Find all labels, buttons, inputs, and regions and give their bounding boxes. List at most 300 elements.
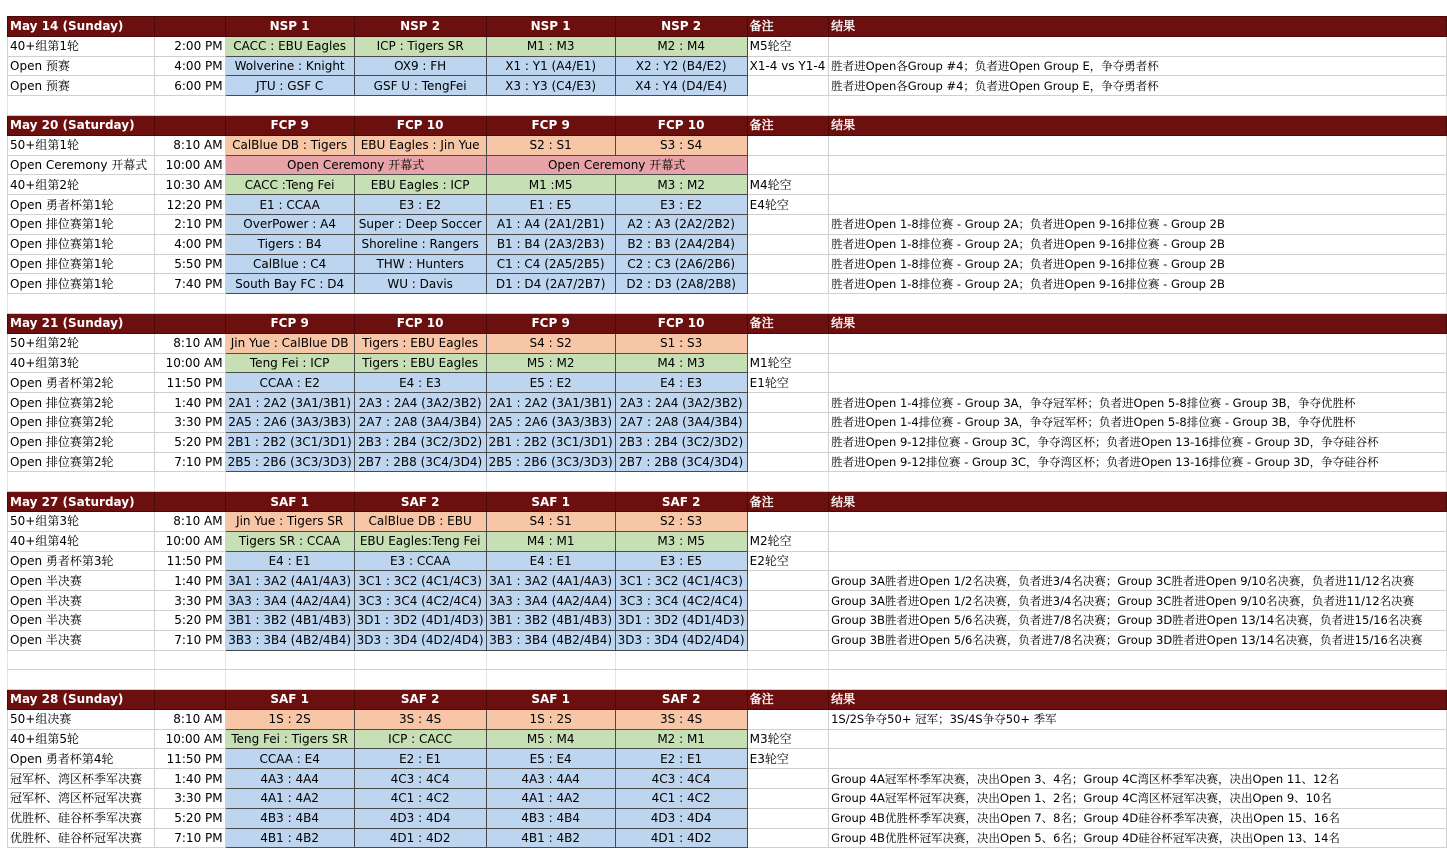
match-label[interactable]: 优胜杯、硅谷杯冠军决赛 <box>8 828 155 848</box>
match-cell[interactable]: 3S : 4S <box>615 709 747 729</box>
match-time[interactable]: 3:30 PM <box>154 591 225 611</box>
match-cell[interactable]: CCAA : E4 <box>225 749 354 769</box>
match-cell[interactable]: 4A1 : 4A2 <box>486 789 615 809</box>
match-cell[interactable]: 2A5 : 2A6 (3A3/3B3) <box>486 412 615 432</box>
note-cell[interactable] <box>747 135 828 155</box>
match-time[interactable]: 2:00 PM <box>154 36 225 56</box>
match-cell[interactable]: 3S : 4S <box>354 709 486 729</box>
note-cell[interactable] <box>747 789 828 809</box>
match-cell[interactable]: M1 : M3 <box>486 36 615 56</box>
day-date[interactable]: May 14 (Sunday) <box>8 17 155 37</box>
match-cell[interactable]: 3C3 : 3C4 (4C2/4C4) <box>354 591 486 611</box>
result-cell[interactable] <box>829 135 1447 155</box>
result-cell[interactable]: Group 3B胜者进Open 5/6名决赛，负者进7/8名决赛；Group 3D胜者进Open 13/14名决赛，负者进15/16名决赛 <box>829 610 1447 630</box>
result-cell[interactable] <box>829 729 1447 749</box>
match-time[interactable]: 7:10 PM <box>154 452 225 472</box>
field-header[interactable]: FCP 10 <box>354 115 486 135</box>
match-cell[interactable]: EBU Eagles : ICP <box>354 175 486 195</box>
blank-cell[interactable] <box>615 650 747 670</box>
match-cell[interactable]: E4 : E3 <box>615 373 747 393</box>
day-date[interactable]: May 20 (Saturday) <box>8 115 155 135</box>
blank-cell[interactable] <box>829 472 1447 492</box>
match-cell[interactable]: E2 : E1 <box>615 749 747 769</box>
match-time[interactable]: 5:20 PM <box>154 432 225 452</box>
match-label[interactable]: 40+组第3轮 <box>8 353 155 373</box>
match-cell[interactable]: 4D1 : 4D2 <box>615 828 747 848</box>
result-cell[interactable]: 胜者进Open 1-8排位赛 - Group 2A；负者进Open 9-16排位赛 - Group 2B <box>829 234 1447 254</box>
field-header[interactable]: SAF 1 <box>225 690 354 710</box>
match-cell[interactable]: E2 : E1 <box>354 749 486 769</box>
note-cell[interactable] <box>747 571 828 591</box>
match-time[interactable]: 11:50 PM <box>154 551 225 571</box>
note-cell[interactable] <box>747 76 828 96</box>
match-cell[interactable]: X4 : Y4 (D4/E4) <box>615 76 747 96</box>
note-header[interactable]: 备注 <box>747 313 828 333</box>
note-cell[interactable] <box>747 610 828 630</box>
header-empty-cell[interactable] <box>154 492 225 512</box>
blank-cell[interactable] <box>8 472 155 492</box>
result-cell[interactable]: Group 4B优胜杯季军决赛，决出Open 7、8名；Group 4D硅谷杯季军决赛，决出Open 15、16名 <box>829 808 1447 828</box>
note-cell[interactable] <box>747 828 828 848</box>
match-cell[interactable]: E1 : CCAA <box>225 195 354 215</box>
match-time[interactable]: 10:00 AM <box>154 155 225 175</box>
match-cell[interactable]: A2 : A3 (2A2/2B2) <box>615 214 747 234</box>
match-cell[interactable]: S1 : S3 <box>615 333 747 353</box>
result-cell[interactable]: 胜者进Open 1-4排位赛 - Group 3A，争夺冠军杯；负者进Open 5-8排位赛 - Group 3B，争夺优胜杯 <box>829 412 1447 432</box>
result-header[interactable]: 结果 <box>829 492 1447 512</box>
match-cell[interactable]: 3B1 : 3B2 (4B1/4B3) <box>225 610 354 630</box>
match-cell[interactable]: 3C1 : 3C2 (4C1/4C3) <box>354 571 486 591</box>
match-time[interactable]: 1:40 PM <box>154 571 225 591</box>
match-cell[interactable]: CACC :Teng Fei <box>225 175 354 195</box>
match-cell[interactable]: M2 : M4 <box>615 36 747 56</box>
field-header[interactable]: FCP 10 <box>615 115 747 135</box>
result-cell[interactable]: 1S/2S争夺50+ 冠军；3S/4S争夺50+ 季军 <box>829 709 1447 729</box>
result-cell[interactable] <box>829 353 1447 373</box>
field-header[interactable]: FCP 9 <box>486 115 615 135</box>
match-cell[interactable]: 2B7 : 2B8 (3C4/3D4) <box>354 452 486 472</box>
match-cell[interactable]: M4 : M1 <box>486 531 615 551</box>
match-cell[interactable]: South Bay FC : D4 <box>225 274 354 294</box>
match-cell[interactable]: JTU : GSF C <box>225 76 354 96</box>
field-header[interactable]: SAF 2 <box>615 492 747 512</box>
match-label[interactable]: Open 半决赛 <box>8 591 155 611</box>
result-cell[interactable]: 胜者进Open 9-12排位赛 - Group 3C，争夺湾区杯；负者进Open 13-16排位赛 - Group 3D，争夺硅谷杯 <box>829 432 1447 452</box>
note-header[interactable]: 备注 <box>747 17 828 37</box>
match-cell[interactable]: 2A1 : 2A2 (3A1/3B1) <box>486 393 615 413</box>
match-label[interactable]: 40+组第4轮 <box>8 531 155 551</box>
match-cell[interactable]: 4C1 : 4C2 <box>354 789 486 809</box>
match-time[interactable]: 10:00 AM <box>154 729 225 749</box>
blank-cell[interactable] <box>354 294 486 314</box>
match-cell[interactable]: 3A1 : 3A2 (4A1/4A3) <box>486 571 615 591</box>
note-cell[interactable]: M3轮空 <box>747 729 828 749</box>
match-cell[interactable]: Jin Yue : Tigers SR <box>225 511 354 531</box>
match-cell[interactable]: CalBlue DB : EBU <box>354 511 486 531</box>
field-header[interactable]: SAF 1 <box>486 492 615 512</box>
match-time[interactable]: 5:20 PM <box>154 808 225 828</box>
result-cell[interactable] <box>829 511 1447 531</box>
match-cell[interactable]: 4D3 : 4D4 <box>615 808 747 828</box>
field-header[interactable]: FCP 9 <box>225 115 354 135</box>
result-header[interactable]: 结果 <box>829 313 1447 333</box>
match-cell[interactable]: 3C1 : 3C2 (4C1/4C3) <box>615 571 747 591</box>
match-label[interactable]: Open 排位赛第2轮 <box>8 452 155 472</box>
match-label[interactable]: Open 排位赛第2轮 <box>8 432 155 452</box>
blank-cell[interactable] <box>225 96 354 116</box>
match-time[interactable]: 2:10 PM <box>154 214 225 234</box>
match-label[interactable]: Open 半决赛 <box>8 610 155 630</box>
match-time[interactable]: 7:10 PM <box>154 630 225 650</box>
match-cell[interactable]: 2B3 : 2B4 (3C2/3D2) <box>615 432 747 452</box>
match-cell[interactable]: A1 : A4 (2A1/2B1) <box>486 214 615 234</box>
result-cell[interactable]: 胜者进Open 1-4排位赛 - Group 3A，争夺冠军杯；负者进Open 5-8排位赛 - Group 3B，争夺优胜杯 <box>829 393 1447 413</box>
match-cell[interactable]: 4C3 : 4C4 <box>354 769 486 789</box>
match-cell[interactable]: 4B1 : 4B2 <box>486 828 615 848</box>
blank-cell[interactable] <box>829 670 1447 690</box>
result-cell[interactable]: 胜者进Open各Group #4；负者进Open Group E，争夺勇者杯 <box>829 76 1447 96</box>
match-cell[interactable]: 4B1 : 4B2 <box>225 828 354 848</box>
note-cell[interactable]: E2轮空 <box>747 551 828 571</box>
match-cell[interactable]: Teng Fei : ICP <box>225 353 354 373</box>
blank-cell[interactable] <box>154 650 225 670</box>
note-cell[interactable]: M4轮空 <box>747 175 828 195</box>
match-cell[interactable]: 3C3 : 3C4 (4C2/4C4) <box>615 591 747 611</box>
match-cell[interactable]: 2B5 : 2B6 (3C3/3D3) <box>225 452 354 472</box>
field-header[interactable]: NSP 1 <box>486 17 615 37</box>
match-time[interactable]: 10:00 AM <box>154 531 225 551</box>
match-time[interactable]: 8:10 AM <box>154 709 225 729</box>
match-cell[interactable]: Jin Yue : CalBlue DB <box>225 333 354 353</box>
match-time[interactable]: 11:50 PM <box>154 749 225 769</box>
match-cell[interactable]: 2B5 : 2B6 (3C3/3D3) <box>486 452 615 472</box>
match-cell[interactable]: 4C3 : 4C4 <box>615 769 747 789</box>
note-cell[interactable]: E3轮空 <box>747 749 828 769</box>
match-label[interactable]: 40+组第2轮 <box>8 175 155 195</box>
match-cell[interactable]: E1 : E5 <box>486 195 615 215</box>
note-header[interactable]: 备注 <box>747 492 828 512</box>
field-header[interactable]: NSP 2 <box>354 17 486 37</box>
note-cell[interactable] <box>747 333 828 353</box>
result-cell[interactable]: 胜者进Open 1-8排位赛 - Group 2A；负者进Open 9-16排位赛 - Group 2B <box>829 214 1447 234</box>
day-date[interactable]: May 21 (Sunday) <box>8 313 155 333</box>
blank-cell[interactable] <box>747 670 828 690</box>
result-cell[interactable]: 胜者进Open各Group #4；负者进Open Group E，争夺勇者杯 <box>829 56 1447 76</box>
match-cell[interactable]: 3D3 : 3D4 (4D2/4D4) <box>354 630 486 650</box>
match-cell[interactable]: CACC : EBU Eagles <box>225 36 354 56</box>
match-label[interactable]: Open 勇者杯第3轮 <box>8 551 155 571</box>
match-label[interactable]: 冠军杯、湾区杯季军决赛 <box>8 769 155 789</box>
match-cell[interactable]: 2B3 : 2B4 (3C2/3D2) <box>354 432 486 452</box>
note-cell[interactable] <box>747 511 828 531</box>
header-empty-cell[interactable] <box>154 690 225 710</box>
note-cell[interactable] <box>747 254 828 274</box>
match-cell[interactable]: B2 : B3 (2A4/2B4) <box>615 234 747 254</box>
match-cell[interactable]: M2 : M1 <box>615 729 747 749</box>
match-cell[interactable]: WU : Davis <box>354 274 486 294</box>
match-time[interactable]: 11:50 PM <box>154 373 225 393</box>
match-cell[interactable]: M1 :M5 <box>486 175 615 195</box>
field-header[interactable]: FCP 9 <box>486 313 615 333</box>
match-time[interactable]: 5:50 PM <box>154 254 225 274</box>
result-cell[interactable] <box>829 551 1447 571</box>
match-cell[interactable]: 3D1 : 3D2 (4D1/4D3) <box>615 610 747 630</box>
match-time[interactable]: 7:10 PM <box>154 828 225 848</box>
blank-cell[interactable] <box>747 472 828 492</box>
match-cell[interactable]: 3D1 : 3D2 (4D1/4D3) <box>354 610 486 630</box>
match-cell[interactable]: 2A7 : 2A8 (3A4/3B4) <box>354 412 486 432</box>
result-header[interactable]: 结果 <box>829 690 1447 710</box>
note-cell[interactable] <box>747 274 828 294</box>
match-cell[interactable]: 3A1 : 3A2 (4A1/4A3) <box>225 571 354 591</box>
blank-cell[interactable] <box>829 650 1447 670</box>
field-header[interactable]: FCP 10 <box>615 313 747 333</box>
match-label[interactable]: Open 排位赛第1轮 <box>8 234 155 254</box>
note-cell[interactable] <box>747 808 828 828</box>
match-cell[interactable]: ICP : CACC <box>354 729 486 749</box>
match-cell[interactable]: C1 : C4 (2A5/2B5) <box>486 254 615 274</box>
match-label[interactable]: Open 半决赛 <box>8 630 155 650</box>
field-header[interactable]: NSP 2 <box>615 17 747 37</box>
match-cell[interactable]: GSF U : TengFei <box>354 76 486 96</box>
header-empty-cell[interactable] <box>154 115 225 135</box>
match-cell[interactable]: M3 : M5 <box>615 531 747 551</box>
result-cell[interactable]: 胜者进Open 9-12排位赛 - Group 3C，争夺湾区杯；负者进Open 13-16排位赛 - Group 3D，争夺硅谷杯 <box>829 452 1447 472</box>
result-cell[interactable]: Group 3A胜者进Open 1/2名决赛，负者进3/4名决赛；Group 3C胜者进Open 9/10名决赛，负者进11/12名决赛 <box>829 591 1447 611</box>
match-time[interactable]: 1:40 PM <box>154 769 225 789</box>
match-cell[interactable]: Teng Fei : Tigers SR <box>225 729 354 749</box>
match-cell[interactable]: 2A3 : 2A4 (3A2/3B2) <box>615 393 747 413</box>
match-cell[interactable]: Tigers : B4 <box>225 234 354 254</box>
match-cell[interactable]: Tigers SR : CCAA <box>225 531 354 551</box>
match-cell[interactable]: 2A1 : 2A2 (3A1/3B1) <box>225 393 354 413</box>
match-cell[interactable]: OverPower : A4 <box>225 214 354 234</box>
match-cell[interactable]: B1 : B4 (2A3/2B3) <box>486 234 615 254</box>
match-cell[interactable]: S2 : S1 <box>486 135 615 155</box>
match-cell[interactable]: 4A3 : 4A4 <box>225 769 354 789</box>
match-time[interactable]: 12:20 PM <box>154 195 225 215</box>
match-cell[interactable]: 4D1 : 4D2 <box>354 828 486 848</box>
match-cell[interactable]: X2 : Y2 (B4/E2) <box>615 56 747 76</box>
match-cell[interactable]: 3A3 : 3A4 (4A2/4A4) <box>225 591 354 611</box>
match-label[interactable]: Open 排位赛第1轮 <box>8 274 155 294</box>
note-cell[interactable] <box>747 155 828 175</box>
match-label[interactable]: Open Ceremony 开幕式 <box>8 155 155 175</box>
match-cell[interactable]: ICP : Tigers SR <box>354 36 486 56</box>
note-cell[interactable] <box>747 393 828 413</box>
blank-cell[interactable] <box>354 472 486 492</box>
match-cell[interactable]: 2B1 : 2B2 (3C1/3D1) <box>486 432 615 452</box>
match-cell[interactable]: EBU Eagles : Jin Yue <box>354 135 486 155</box>
result-cell[interactable]: 胜者进Open 1-8排位赛 - Group 2A；负者进Open 9-16排位赛 - Group 2B <box>829 274 1447 294</box>
match-cell[interactable]: 3D3 : 3D4 (4D2/4D4) <box>615 630 747 650</box>
result-cell[interactable]: 胜者进Open 1-8排位赛 - Group 2A；负者进Open 9-16排位赛 - Group 2B <box>829 254 1447 274</box>
match-label[interactable]: 50+组第2轮 <box>8 333 155 353</box>
field-header[interactable]: FCP 9 <box>225 313 354 333</box>
blank-cell[interactable] <box>615 670 747 690</box>
field-header[interactable]: SAF 2 <box>615 690 747 710</box>
match-cell[interactable]: X1 : Y1 (A4/E1) <box>486 56 615 76</box>
blank-cell[interactable] <box>225 294 354 314</box>
blank-cell[interactable] <box>486 96 615 116</box>
match-cell[interactable]: 4D3 : 4D4 <box>354 808 486 828</box>
match-cell[interactable]: E3 : E2 <box>354 195 486 215</box>
match-cell[interactable]: D2 : D3 (2A8/2B8) <box>615 274 747 294</box>
blank-cell[interactable] <box>615 294 747 314</box>
match-cell[interactable]: E3 : E5 <box>615 551 747 571</box>
match-cell[interactable]: 2B7 : 2B8 (3C4/3D4) <box>615 452 747 472</box>
match-cell[interactable]: M5 : M2 <box>486 353 615 373</box>
day-date[interactable]: May 28 (Sunday) <box>8 690 155 710</box>
match-label[interactable]: 40+组第1轮 <box>8 36 155 56</box>
match-time[interactable]: 8:10 AM <box>154 511 225 531</box>
match-cell[interactable]: Tigers : EBU Eagles <box>354 333 486 353</box>
match-cell[interactable]: 3B3 : 3B4 (4B2/4B4) <box>486 630 615 650</box>
blank-cell[interactable] <box>829 96 1447 116</box>
blank-cell[interactable] <box>8 650 155 670</box>
result-cell[interactable]: Group 4A冠军杯冠军决赛，决出Open 1、2名；Group 4C湾区杯冠军决赛，决出Open 9、10名 <box>829 789 1447 809</box>
blank-cell[interactable] <box>486 294 615 314</box>
blank-cell[interactable] <box>486 472 615 492</box>
match-cell[interactable]: 2A5 : 2A6 (3A3/3B3) <box>225 412 354 432</box>
match-label[interactable]: 冠军杯、湾区杯冠军决赛 <box>8 789 155 809</box>
match-cell[interactable]: Shoreline : Rangers <box>354 234 486 254</box>
match-cell[interactable]: D1 : D4 (2A7/2B7) <box>486 274 615 294</box>
match-cell[interactable]: 3A3 : 3A4 (4A2/4A4) <box>486 591 615 611</box>
blank-cell[interactable] <box>225 650 354 670</box>
match-cell[interactable]: S4 : S1 <box>486 511 615 531</box>
result-cell[interactable]: Group 3B胜者进Open 5/6名决赛，负者进7/8名决赛；Group 3D胜者进Open 13/14名决赛，负者进15/16名决赛 <box>829 630 1447 650</box>
blank-cell[interactable] <box>8 96 155 116</box>
match-time[interactable]: 8:10 AM <box>154 135 225 155</box>
match-cell[interactable]: Super : Deep Soccer <box>354 214 486 234</box>
match-cell[interactable]: 4B3 : 4B4 <box>225 808 354 828</box>
blank-cell[interactable] <box>829 294 1447 314</box>
note-header[interactable]: 备注 <box>747 690 828 710</box>
day-date[interactable]: May 27 (Saturday) <box>8 492 155 512</box>
match-label[interactable]: Open 勇者杯第2轮 <box>8 373 155 393</box>
note-cell[interactable] <box>747 452 828 472</box>
result-cell[interactable] <box>829 175 1447 195</box>
match-cell[interactable]: EBU Eagles:Teng Fei <box>354 531 486 551</box>
match-cell[interactable]: S3 : S4 <box>615 135 747 155</box>
blank-cell[interactable] <box>154 96 225 116</box>
blank-cell[interactable] <box>354 96 486 116</box>
match-cell[interactable]: 4A1 : 4A2 <box>225 789 354 809</box>
field-header[interactable]: NSP 1 <box>225 17 354 37</box>
match-cell[interactable]: M3 : M2 <box>615 175 747 195</box>
match-label[interactable]: 优胜杯、硅谷杯季军决赛 <box>8 808 155 828</box>
match-cell[interactable]: X3 : Y3 (C4/E3) <box>486 76 615 96</box>
match-cell[interactable]: 2A3 : 2A4 (3A2/3B2) <box>354 393 486 413</box>
note-cell[interactable] <box>747 234 828 254</box>
blank-cell[interactable] <box>747 96 828 116</box>
blank-cell[interactable] <box>486 650 615 670</box>
result-header[interactable]: 结果 <box>829 115 1447 135</box>
note-cell[interactable] <box>747 769 828 789</box>
note-cell[interactable] <box>747 412 828 432</box>
match-cell[interactable]: M4 : M3 <box>615 353 747 373</box>
note-cell[interactable] <box>747 432 828 452</box>
match-label[interactable]: Open 勇者杯第4轮 <box>8 749 155 769</box>
note-cell[interactable] <box>747 709 828 729</box>
note-cell[interactable]: M2轮空 <box>747 531 828 551</box>
note-cell[interactable]: E1轮空 <box>747 373 828 393</box>
match-label[interactable]: Open 预赛 <box>8 76 155 96</box>
blank-cell[interactable] <box>354 670 486 690</box>
match-label[interactable]: 50+组第1轮 <box>8 135 155 155</box>
result-cell[interactable] <box>829 749 1447 769</box>
match-label[interactable]: Open 半决赛 <box>8 571 155 591</box>
match-time[interactable]: 3:30 PM <box>154 412 225 432</box>
match-cell[interactable]: 4A3 : 4A4 <box>486 769 615 789</box>
result-cell[interactable]: Group 4B优胜杯冠军决赛，决出Open 5、6名；Group 4D硅谷杯冠军决赛，决出Open 13、14名 <box>829 828 1447 848</box>
result-cell[interactable] <box>829 373 1447 393</box>
field-header[interactable]: SAF 2 <box>354 690 486 710</box>
match-label[interactable]: Open 排位赛第1轮 <box>8 214 155 234</box>
match-cell[interactable]: CCAA : E2 <box>225 373 354 393</box>
match-cell[interactable]: E5 : E4 <box>486 749 615 769</box>
match-label[interactable]: 50+组决赛 <box>8 709 155 729</box>
match-time[interactable]: 5:20 PM <box>154 610 225 630</box>
match-time[interactable]: 7:40 PM <box>154 274 225 294</box>
match-cell[interactable]: E3 : E2 <box>615 195 747 215</box>
match-cell[interactable]: CalBlue : C4 <box>225 254 354 274</box>
match-cell[interactable]: 2B1 : 2B2 (3C1/3D1) <box>225 432 354 452</box>
note-header[interactable]: 备注 <box>747 115 828 135</box>
match-cell[interactable]: THW : Hunters <box>354 254 486 274</box>
blank-cell[interactable] <box>225 472 354 492</box>
match-time[interactable]: 3:30 PM <box>154 789 225 809</box>
match-label[interactable]: Open 排位赛第2轮 <box>8 393 155 413</box>
note-cell[interactable]: E4轮空 <box>747 195 828 215</box>
blank-cell[interactable] <box>486 670 615 690</box>
blank-cell[interactable] <box>225 670 354 690</box>
match-time[interactable]: 8:10 AM <box>154 333 225 353</box>
match-cell[interactable]: Open Ceremony 开幕式 <box>486 155 747 175</box>
match-cell[interactable]: E3 : CCAA <box>354 551 486 571</box>
match-time[interactable]: 4:00 PM <box>154 234 225 254</box>
match-cell[interactable]: C2 : C3 (2A6/2B6) <box>615 254 747 274</box>
match-cell[interactable]: 3B1 : 3B2 (4B1/4B3) <box>486 610 615 630</box>
blank-cell[interactable] <box>747 650 828 670</box>
match-cell[interactable]: Wolverine : Knight <box>225 56 354 76</box>
match-time[interactable]: 10:30 AM <box>154 175 225 195</box>
match-time[interactable]: 1:40 PM <box>154 393 225 413</box>
match-cell[interactable]: S4 : S2 <box>486 333 615 353</box>
match-time[interactable]: 10:00 AM <box>154 353 225 373</box>
result-header[interactable]: 结果 <box>829 17 1447 37</box>
blank-cell[interactable] <box>615 96 747 116</box>
match-cell[interactable]: 4B3 : 4B4 <box>486 808 615 828</box>
blank-cell[interactable] <box>615 472 747 492</box>
match-cell[interactable]: 1S : 2S <box>486 709 615 729</box>
note-cell[interactable] <box>747 630 828 650</box>
match-label[interactable]: Open 预赛 <box>8 56 155 76</box>
match-label[interactable]: 40+组第5轮 <box>8 729 155 749</box>
result-cell[interactable]: Group 3A胜者进Open 1/2名决赛，负者进3/4名决赛；Group 3C胜者进Open 9/10名决赛，负者进11/12名决赛 <box>829 571 1447 591</box>
result-cell[interactable] <box>829 36 1447 56</box>
header-empty-cell[interactable] <box>154 17 225 37</box>
note-cell[interactable]: X1-4 vs Y1-4 <box>747 56 828 76</box>
blank-cell[interactable] <box>8 670 155 690</box>
match-cell[interactable]: OX9 : FH <box>354 56 486 76</box>
blank-cell[interactable] <box>354 650 486 670</box>
blank-cell[interactable] <box>154 472 225 492</box>
match-time[interactable]: 4:00 PM <box>154 56 225 76</box>
match-label[interactable]: Open 排位赛第1轮 <box>8 254 155 274</box>
match-cell[interactable]: Open Ceremony 开幕式 <box>225 155 486 175</box>
